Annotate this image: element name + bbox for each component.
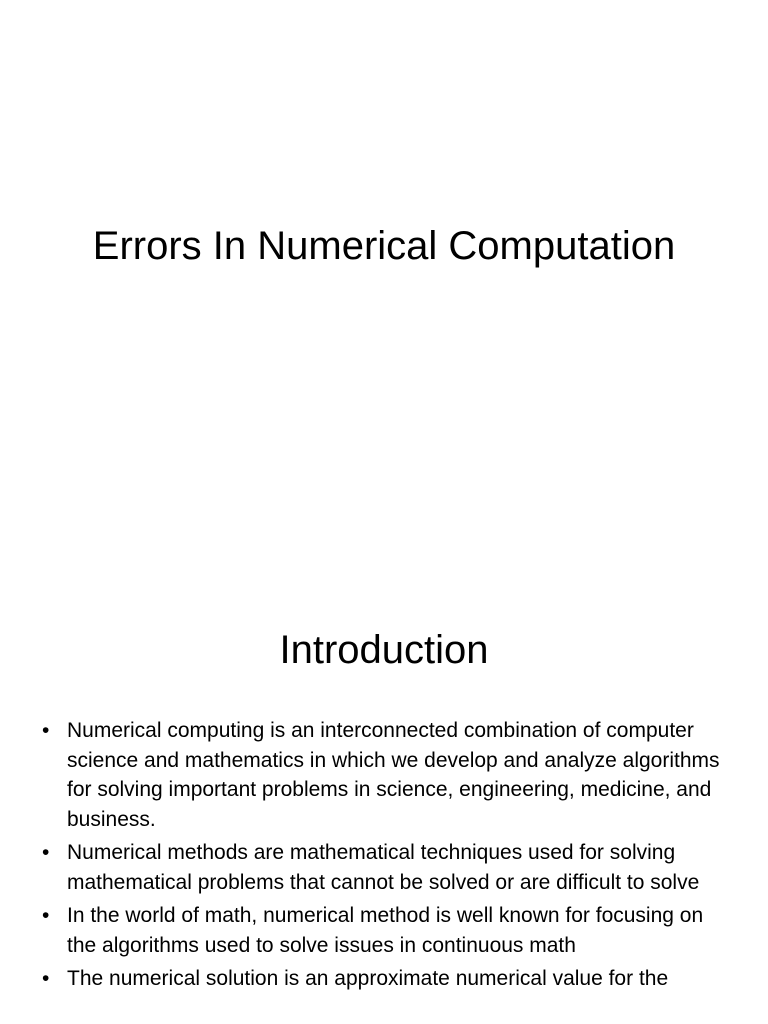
bullet-icon: • xyxy=(42,719,50,742)
bullet-list xyxy=(40,716,730,998)
bullet-icon: • xyxy=(42,904,50,927)
list-item-text: Numerical computing is an interconnected combination of computer science and mathematics in which we develop and analyze algorithms for solving important problems in science, engineering, medicine, and business. xyxy=(67,719,720,831)
list-item xyxy=(40,716,730,834)
introduction-slide xyxy=(0,576,768,1024)
list-item-text: Numerical methods are mathematical techniques used for solving mathematical problems that cannot be solved or are difficult to solve xyxy=(67,841,700,894)
list-item xyxy=(40,838,730,897)
bullet-icon: • xyxy=(42,967,50,990)
bullet-icon: • xyxy=(42,841,50,864)
list-item-text: In the world of math, numerical method is well known for focusing on the algorithms used to solve issues in continuous math xyxy=(67,904,704,957)
list-item xyxy=(40,901,730,960)
section-title: Introduction xyxy=(279,628,489,672)
slide-title: Errors In Numerical Computation xyxy=(92,224,676,268)
list-item xyxy=(40,964,730,994)
list-item-text: The numerical solution is an approximate numerical value for the xyxy=(67,967,669,990)
